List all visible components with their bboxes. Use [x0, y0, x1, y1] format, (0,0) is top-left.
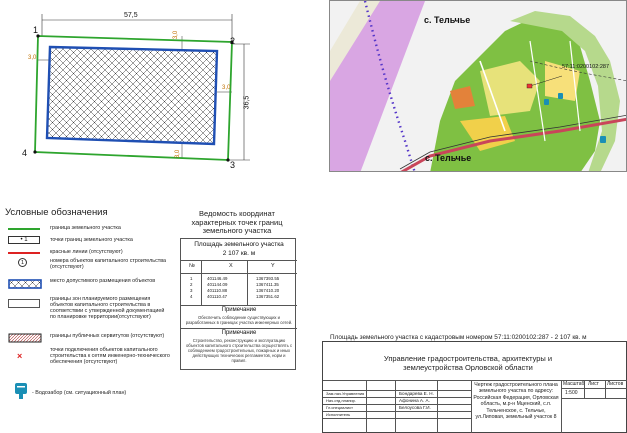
note2-text: Строительство, реконструкцию и эксплуатацию объектов капитального строительства осуществлять с соблюдением градостроительных, пожарных и иных действующих технических регламентов, норм и правил.: [185, 338, 293, 363]
note1-text: Обеспечить соблюдение существующих и разработанных в границах участка инженерных сетей.: [185, 315, 293, 325]
coords-table: [180, 238, 296, 370]
legend-label: границы зон планируемого размещения объектов капитального строительства в соответствии с утвержденной документацией по планировке территории(отсутствуют): [50, 296, 165, 320]
corner-label-4: 4: [22, 148, 28, 158]
legend-label: точки границ земельного участка: [50, 237, 133, 243]
point-icon: • 1: [8, 236, 40, 244]
water-tower-icon: [14, 382, 28, 400]
col-header-x: X: [229, 263, 233, 269]
table-row: 401146.49: [207, 276, 228, 281]
site-plan-drawing: [0, 0, 310, 185]
offset-left-label: 3,0: [28, 55, 37, 61]
village-label: с. Тельчье: [424, 15, 471, 25]
legend-label: красные линии (отсутствуют): [50, 249, 123, 255]
offset-top-label: 3,0: [173, 30, 180, 40]
table-row: 4: [190, 294, 193, 299]
corner-label-1: 1: [33, 25, 39, 35]
legend-title: Условные обозначения: [5, 207, 108, 218]
staff-name: Бондарева Е. Н.: [399, 391, 434, 396]
table-row: 1367411.35: [256, 282, 279, 287]
circled-number-icon: 1: [18, 258, 27, 267]
zone-boundary-icon: [8, 299, 40, 308]
col-sheets: Листов: [607, 381, 624, 387]
col-header-y: Y: [271, 263, 275, 269]
offset-bottom-label: 3,0: [175, 149, 182, 159]
corner-point: [33, 150, 36, 153]
table-row: 3: [190, 288, 193, 293]
buildable-area: [47, 47, 217, 144]
coords-title: Ведомость координат характерных точек границ земельного участка: [191, 209, 283, 235]
hatched-area-icon: [8, 279, 42, 289]
role-label: Нач.отд.планир.: [326, 398, 357, 403]
red-line-icon: [8, 252, 40, 254]
table-row: 2: [190, 282, 193, 287]
col-sheet: Лист: [588, 381, 599, 387]
situation-map: [329, 0, 627, 172]
legend-label: границы публичных сервитутов (отсутствуют): [50, 333, 165, 339]
green-line-icon: [8, 228, 40, 230]
area-caption: Площадь земельного участка с кадастровым номером 57:11:0200102:287 - 2 107 кв. м: [330, 334, 587, 341]
red-cross-icon: ×: [17, 351, 23, 361]
org-name: Управление градостроительства, архитектуры и землеустройства Орловской области: [383, 354, 553, 372]
note1-title: Примечание: [221, 307, 257, 313]
area-label: Площадь земельного участка: [194, 241, 284, 248]
corner-label-2: 2: [230, 36, 236, 46]
corner-label-3: 3: [230, 160, 236, 170]
drawing-description: Чертеж градостроительного плана земельного участка по адресу: Российская Федерация, Орловская область, м.р-н Мценский, с.п. Тельченское, с. Тельчье, ул.Липовая, земельный участок 8: [473, 382, 559, 421]
role-label: Гл.специалист: [326, 405, 353, 410]
table-row: 1367351.62: [256, 294, 280, 299]
staff-name: Афонина А. А.: [399, 398, 430, 403]
offset-right-label: 3,0: [222, 85, 231, 91]
servitude-icon: [8, 333, 42, 343]
parcel-map-label: 57:11:0200102:287: [562, 64, 609, 70]
col-header-num: №: [189, 263, 195, 269]
table-row: 401110.88: [207, 288, 228, 293]
legend: [0, 220, 175, 430]
table-row: 1367410.20: [256, 288, 280, 293]
role-label: Исполнитель: [326, 412, 351, 417]
table-row: 401144.09: [207, 282, 228, 287]
table-row: 401110.47: [207, 294, 228, 299]
col-scale: Масштаб: [563, 381, 585, 387]
scale-value: 1:500: [565, 390, 578, 396]
note2-title: Примечание: [221, 330, 257, 336]
table-row: 1: [190, 276, 193, 281]
legend-label: - Водозабор (см. ситуационный план): [32, 390, 127, 396]
role-label: Зам.нач.Управления: [326, 391, 365, 396]
village-label-lower: с. Тельчье: [425, 153, 472, 163]
table-row: 1367393.55: [256, 276, 280, 281]
title-block: [322, 341, 627, 433]
right-dimension-label: 36,5: [243, 95, 251, 110]
staff-name: Белоусова Г.И.: [399, 405, 431, 410]
top-dimension-label: 57,5: [124, 12, 138, 19]
legend-label: место допустимого размещения объектов: [50, 278, 156, 284]
legend-label: граница земельного участка: [50, 225, 121, 231]
legend-label: номера объектов капитального строительства (отсутствуют): [50, 258, 167, 270]
area-value: 2 107 кв. м: [222, 250, 256, 257]
legend-label: точки подключения объектов капитального строительства к сетям инженерно-технического обеспечения (отсутствуют): [50, 347, 170, 365]
